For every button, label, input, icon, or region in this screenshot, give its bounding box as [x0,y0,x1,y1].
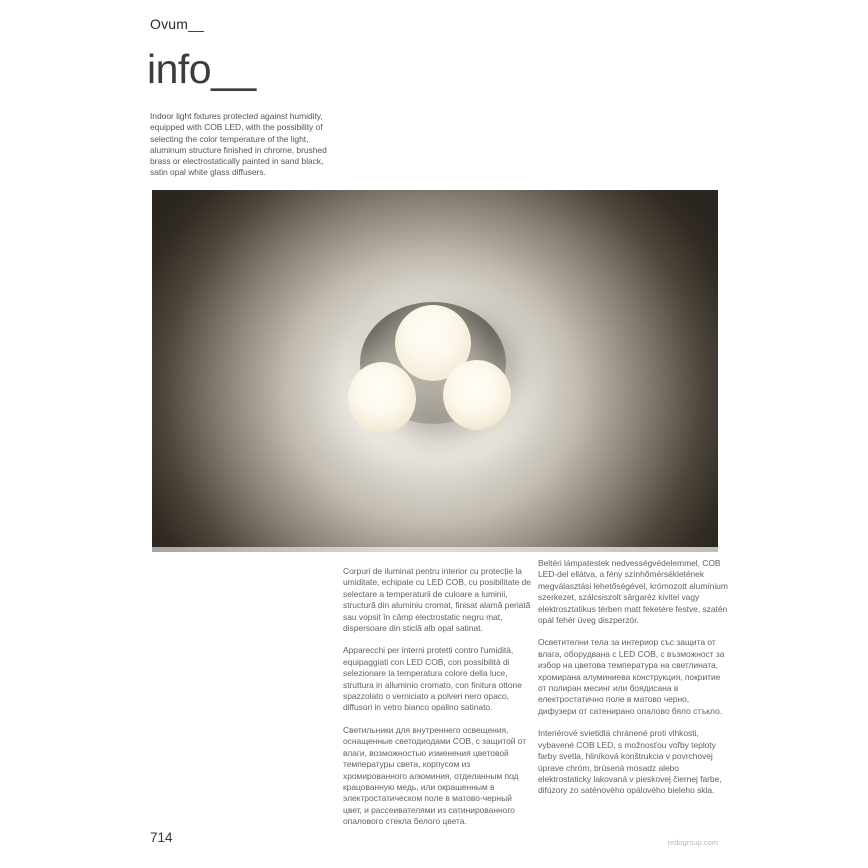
description-ro: Corpuri de iluminat pentru interior cu protecție la umiditate, echipate cu LED COB, cu posibilitate de selectare a temperaturii de culoare a luminii, structură din aluminiu cromat, finisat alamă periată sau vopsit în câmp electrostatic negru mat, dispersoare din sticlă alb opal satinat. [343,566,531,634]
description-ru: Светильники для внутреннего освещения, оснащенные светодиодами COB, с защитой от влаги, возможностью изменения цветовой температуры света, корпусом из хромированного алюминия, отделанным под крацованную медь, или окрашенным в электростатическом поле в матово-черный цвет, и рассеивателями из сатинированного опалового стекла белого цвета. [343,724,527,827]
description-bg: Осветителни тела за интериор със защита от влага, оборудвана с LED COB, с възможност за избор на цветова температура на светлината, хромирана алуминиева конструкция, покритие от полиран месинг или боядисана в електростатично поле в матово черно, дифузери от сатенирано опалово бяло стъкло. [538,637,725,716]
description-column-left [343,566,532,839]
photo-bottom-edge [152,547,718,552]
page-title: info__ [147,46,256,92]
description-sk: Interiérové svietidlá chránené proti vlhkosti, vybavené COB LED, s možnosťou voľby teploty farby svetla, hliníková konštrukcia v povrchovej úprave chróm, brúsená mosadz alebo elektrostaticky lakovaná v pieskovej čiernej farbe, difúzory zo saténového opálového bieleho skla. [538,728,722,796]
website-link[interactable]: redogroup.com [667,838,718,847]
lamp-globe-right [443,360,511,430]
product-photo [152,190,718,552]
description-hu: Beltéri lámpatestek nedvességvédelemmel, COB LED-del ellátva, a fény színhőmérsékletének megválasztási lehetőségével, krómozott alumínium szerkezet, szálcsiszolt sárgaréz kivitel vagy elektrosztatikus térben matt feketére festve, szatén opál fehér üveg diszperzór. [538,558,728,626]
description-it: Apparecchi per interni protetti contro l'umidità, equipaggiati con LED COB, con possibilità di selezionare la temperatura colore della luce, struttura in alluminio cromato, con finitura ottone spazzolato o verniciato a polveri nero opaco, diffusori in vetro bianco opalino satinato. [343,645,522,713]
intro-paragraph-en: Indoor light fixtures protected against humidity, equipped with COB LED, with the possibility of selecting the color temperature of the light, aluminum structure finished in chrome, brushed brass or electrostatically painted in sand black, satin opal white glass diffusers. [150,111,327,178]
lamp-globe-left [348,362,416,434]
page-number: 714 [150,830,173,845]
brand-name: Ovum__ [150,16,205,32]
description-column-right [538,558,729,808]
